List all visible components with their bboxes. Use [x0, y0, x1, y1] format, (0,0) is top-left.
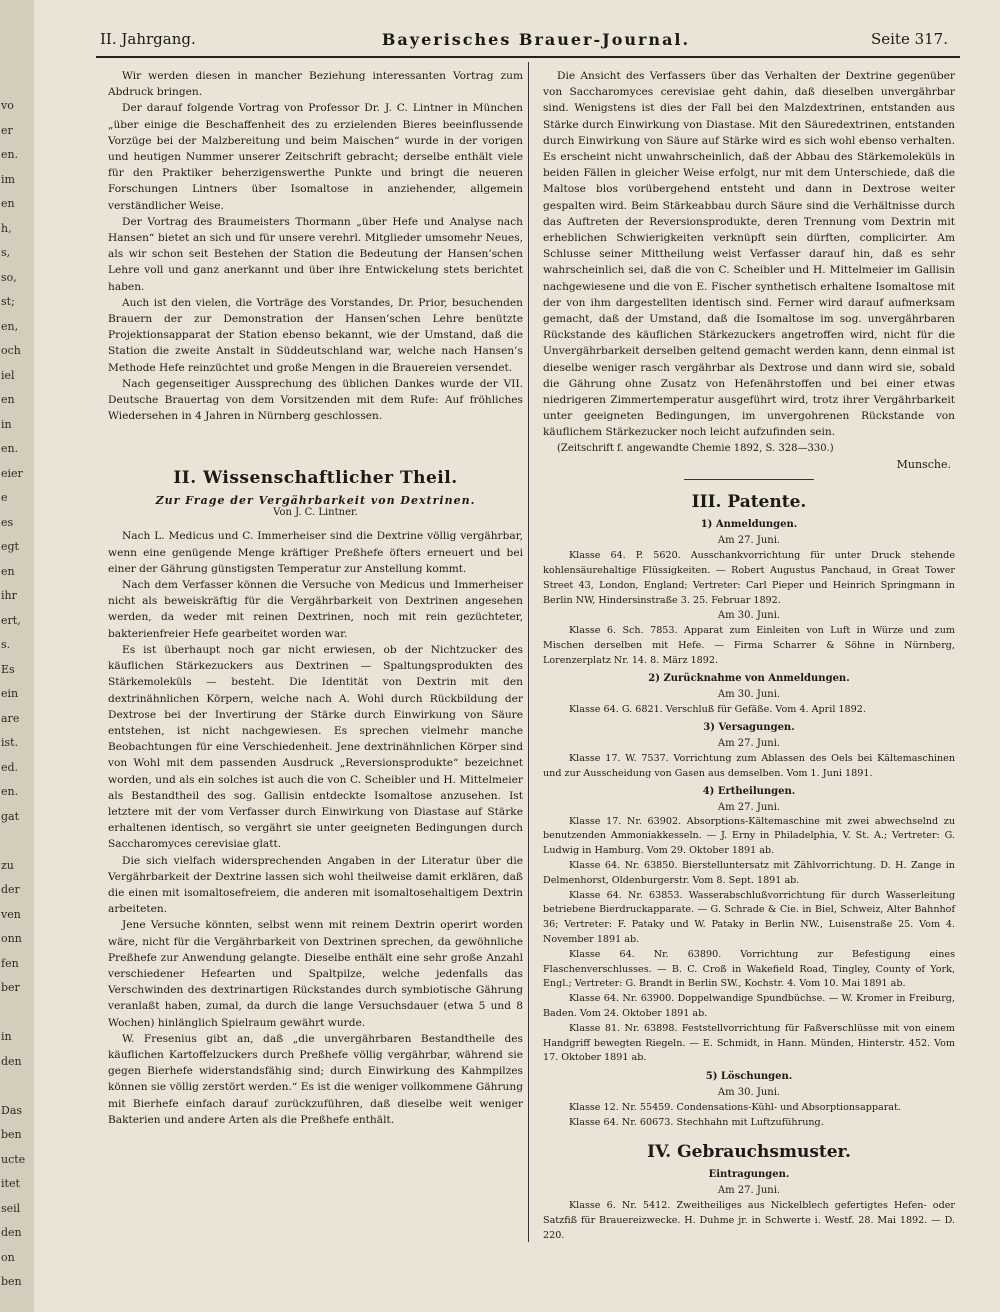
volume-label: II. Jahrgang.: [100, 30, 196, 48]
section-heading-scientific: II. Wissenschaftlicher Theil.: [173, 468, 458, 489]
facing-page-gutter: [0, 0, 34, 1312]
patent-entry: Klasse 64. Nr. 63890. Vorrichtung zur Befestigung eines Flaschenverschlusses. — B. C. Croß in Wakefield Road, Tingley, County of York, Engl.; Vertreter: G. Brandt in Berlin SW., Kochstr. 4. Vom 10. Mai 1891 ab.: [543, 948, 955, 990]
page-number: Seite 317.: [870, 30, 948, 48]
patent-entry: Klasse 64. P. 5620. Ausschankvorrichtung für unter Druck stehende kohlensäurehaltige Flüssigkeiten. — Robert Augustus Panchaud, in Great Tower Street 43, London, England; Vertreter: Carl Pieper und Heinrich Springmann in Berlin NW, Hindersinstraße 3. 25. Februar 1892.: [543, 549, 955, 606]
subsection-heading: 4) Ertheilungen.: [702, 785, 796, 797]
article-title: Zur Frage der Vergährbarkeit von Dextrinen.: [155, 494, 476, 508]
paragraph: Der darauf folgende Vortrag von Professor Dr. J. C. Lintner in München „über einige die Beschaffenheit des zu erzielenden Bieres beeinflussende Vorzüge bei der Malzbereitung und beim Maischen“ wurde in der vorigen und heutigen Nummer unserer Zeitschrift gebracht; derselbe enthält viele für den Praktiker beherzigenswerthe Punkte und bringt die neueren Forschungen Lintners über Isomaltose in anziehender, allgemein verständlicher Weise.: [108, 102, 523, 212]
subsection-heading: Eintragungen.: [708, 1169, 790, 1181]
patent-entry: Klasse 64. Nr. 63853. Wasserabschlußvorrichtung für durch Wasserleitung betriebene Bierdruckapparate. — G. Schrade & Cie. in Biel, Schweiz, Alter Bahnhof 36; Vertreter: F. Pataky und W. Pataky in Berlin NW., Luisenstraße 25. Vom 4. November 1891 ab.: [543, 889, 955, 946]
gutter-fragment: Das: [1, 1103, 23, 1117]
article-author: Von J. C. Lintner.: [273, 507, 358, 519]
paragraph: Die sich vielfach widersprechenden Angaben in der Literatur über die Vergährbarkeit der Dextrine lassen sich wohl theilweise damit erklären, daß die einen mit isomaltosefreiem, die anderen mit isomaltosehaltigem Dextrin arbeiteten.: [108, 854, 523, 916]
paragraph: Nach gegenseitiger Aussprechung des üblichen Dankes wurde der VII. Deutsche Brauertag von dem Vorsitzenden mit dem Rufe: Auf fröhliches Wiedersehen in 4 Jahren in Nürnberg geschlossen.: [108, 377, 523, 423]
entry-date: Am 27. Juni.: [717, 1185, 781, 1197]
gutter-fragment: der: [1, 883, 20, 896]
gutter-fragment: ert,: [1, 613, 21, 627]
gutter-fragment: ven: [1, 907, 21, 921]
gutter-fragment: en.: [1, 148, 19, 161]
source-citation: (Zeitschrift f. angewandte Chemie 1892, S. 328—330.): [557, 442, 834, 454]
gutter-fragment: seil: [1, 1201, 21, 1215]
patent-entry: Klasse 64. Nr. 60673. Stechhahn mit Luftzuführung.: [569, 1117, 824, 1129]
gutter-fragment: er: [1, 123, 13, 137]
entry-date: Am 30. Juni.: [717, 609, 781, 621]
section-rule: [684, 479, 814, 480]
gutter-fragment: vo: [1, 99, 14, 112]
gutter-fragment: ucte: [1, 1152, 26, 1166]
gutter-fragment: itet: [1, 1177, 20, 1190]
gutter-fragment: eier: [1, 466, 23, 480]
journal-title: Bayerisches Brauer-Journal.: [381, 30, 691, 49]
gutter-fragment: ihr: [1, 589, 17, 602]
gutter-fragment: en: [1, 197, 15, 210]
gutter-fragment: egt: [1, 540, 19, 553]
gutter-fragment: st;: [1, 295, 15, 308]
gutter-fragment: e: [1, 491, 8, 504]
gutter-fragment: ben: [1, 1275, 22, 1288]
patent-entry: Klasse 17. Nr. 63902. Absorptions-Kältemaschine mit zwei abwechselnd zu benutzenden Ammoniakkesseln. — J. Erny in Philadelphia, V. St. A.; Vertreter: G. Ludwig in Hamburg. Vom 29. Oktober 1891 ab.: [543, 815, 955, 857]
gutter-fragment: en.: [1, 442, 19, 455]
gutter-fragment: en: [1, 564, 15, 578]
gutter-fragment: s.: [1, 638, 11, 651]
gutter-fragment: en,: [1, 319, 19, 333]
gutter-fragment: iel: [1, 368, 15, 382]
gutter-fragment: h,: [1, 221, 12, 235]
gutter-fragment: s,: [1, 246, 11, 259]
patent-entry: Klasse 6. Nr. 5412. Zweitheiliges aus Nickelblech gefertigtes Hefen- oder Satzfiß für Brauereizwecke. H. Duhme jr. in Schwerte i. Westf. 28. Mai 1892. — D. 220.: [543, 1200, 955, 1242]
paragraph: Wir werden diesen in mancher Beziehung interessanten Vortrag zum Abdruck bringen.: [108, 70, 523, 99]
column-divider: [528, 62, 529, 1242]
right-column: [543, 68, 955, 1243]
subsection-heading: 2) Zurücknahme von Anmeldungen.: [648, 672, 850, 684]
gutter-fragment: so,: [1, 270, 17, 284]
newspaper-page: [86, 20, 966, 1300]
author-signature: Munsche.: [896, 457, 951, 471]
entry-date: Am 27. Juni.: [717, 801, 781, 813]
patent-entry: Klasse 64. Nr. 63850. Bierstelluntersatz mit Zählvorrichtung. D. H. Zange in Delmenhorst, Oldenburgerstr. Vom 8. Sept. 1891 ab.: [543, 860, 955, 886]
entry-date: Am 30. Juni.: [717, 688, 781, 700]
entry-date: Am 27. Juni.: [717, 534, 781, 546]
gutter-fragment: on: [1, 1250, 15, 1264]
gutter-fragment: gat: [1, 809, 20, 823]
paragraph: Nach L. Medicus und C. Immerheiser sind die Dextrine völlig vergährbar, wenn eine genügende Menge kräftiger Preßhefe öfters erneuert und bei einer der Gährung günstigsten Temperatur zur Anstellung kommt.: [108, 530, 523, 575]
left-column: [108, 68, 523, 1128]
patent-entry: Klasse 17. W. 7537. Vorrichtung zum Ablassen des Oels bei Kältemaschinen und zur Ausscheidung von Gasen aus demselben. Vom 1. Juni 1891.: [543, 752, 955, 779]
subsection-heading: 1) Anmeldungen.: [700, 518, 798, 530]
patent-entry: Klasse 64. Nr. 63900. Doppelwandige Spundbüchse. — W. Kromer in Freiburg, Baden. Vom 24. Oktober 1891 ab.: [543, 993, 955, 1020]
gutter-fragment: are: [1, 711, 20, 725]
paragraph: Die Ansicht des Verfassers über das Verhalten der Dextrine gegenüber von Saccharomyces cerevisiae geht dahin, daß dieselben unvergährbar sind. Wenigstens ist dies der Fall bei den Malzdextrinen, entstanden aus Stärke durch Einwirkung von Diastase. Mit den Säuredextrinen, entstanden durch Einwirkung von Säure auf Stärke wird es sich wohl ebenso verhalten. Es erscheint nicht unwahrscheinlich, daß der Abbau des Stärkemoleküls in beiden Fällen in gleicher Weise erfolgt, nur mit dem Unterschiede, daß die Maltose blos vorübergehend entsteht und dann in Dextrose weiter gespalten wird. Beim Stärkeabbau durch Säure sind die Verhältnisse durch das Auftreten der Reversionsprodukte, deren Trennung vom Dextrin mit erheblichen Schwierigkeiten verknüpft sein dürften, complicirter. Am Schlusse seiner Mittheilung weist Verfasser darauf hin, daß es sehr wahrscheinlich sei, daß die von C. Scheibler und H. Mittelmeier im Gallisin nachgewiesene und die von E. Fischer synthetisch erhaltene Isomaltose mit der von ihm dargestellten identisch sind. Ferner wird darauf aufmerksam gemacht, daß der Umstand, daß die Isomaltose im sog. unvergährbaren Rückstande des käuflichen Stärkezuckers angetroffen wird, nicht für die Unvergährbarkeit derselben geltend gemacht werden kann, denn einmal ist dieselbe weniger rasch vergährbar als Dextrose und dann wird sie, sobald die Gährung ohne Zusatz von Hefenährstoffen und bei einer etwas niedrigeren Zimmertemperatur ausgeführt wird, trotz ihrer Vergährbarkeit unter geeigneten Bedingungen, im unvergohrenen Rückstande von käuflichem Stärkezucker noch leicht aufzufinden sein.: [543, 70, 955, 439]
entry-date: Am 27. Juni.: [717, 737, 781, 749]
gutter-fragment: es: [1, 515, 14, 529]
gutter-fragment: den: [1, 1226, 22, 1239]
paragraph: Auch ist den vielen, die Vorträge des Vorstandes, Dr. Prior, besuchenden Brauern der zur Demonstration der Hansen’schen Lehre benützte Projektionsapparat der Station ebenso bekannt, wie der Umstand, daß die Station die zweite Anstalt in Süddeutschland war, welche nach Hansen’s Methode Hefe reinzüchtet und große Mengen in die Brauereien versendet.: [108, 296, 523, 374]
patent-entry: Klasse 64. G. 6821. Verschluß für Gefäße. Vom 4. April 1892.: [569, 703, 866, 715]
paragraph: Nach dem Verfasser können die Versuche von Medicus und Immerheiser nicht als beweiskräftig für die Vergährbarkeit von Dextrinen angesehen werden, da weder mit reinen Dextrinen, noch mit rein gezüchteter, bakterienfreier Hefe gearbeitet worden war.: [108, 579, 523, 640]
gutter-fragment: im: [1, 172, 15, 186]
patent-entry: Klasse 12. Nr. 55459. Condensations-Kühl- und Absorptionsapparat.: [569, 1102, 901, 1114]
patent-entry: Klasse 6. Sch. 7853. Apparat zum Einleiten von Luft in Würze und zum Mischen derselben mit Hefe. — Firma Scharrer & Söhne in Nürnberg, Lorenzerplatz Nr. 14. 8. März 1892.: [543, 624, 955, 666]
paragraph: Jene Versuche könnten, selbst wenn mit reinem Dextrin operirt worden wäre, nicht für die Vergährbarkeit von Dextrinen sprechen, da gewöhnliche Preßhefe zur Anwendung gelangte. Dieselbe enthält eine sehr große Anzahl verschiedener Hefearten und Spaltpilze, welche jedenfalls das Verschwinden des dextrinartigen Rückstandes durch symbiotische Gährung veranlaßt haben, zumal, da durch die lange Versuchsdauer (etwa 5 und 8 Wochen) hinlänglich Spielraum gewährt wurde.: [108, 919, 523, 1029]
gutter-fragment: ben: [1, 1128, 22, 1141]
gutter-fragment: en.: [1, 785, 19, 798]
gutter-fragment: in: [1, 1030, 12, 1043]
gutter-fragment: och: [1, 344, 21, 357]
paragraph: W. Fresenius gibt an, daß „die unvergährbaren Bestandtheile des käuflichen Kartoffelzuckers durch Preßhefe völlig vergährbar, während sie gegen Bierhefe widerstandsfähig sind; durch Einwirkung des Kahmpilzes können sie völlig zerstört werden.“ Es ist die weniger vollkommene Gährung mit Bierhefe einfach darauf zurückzuführen, daß dieselbe weit weniger Bakterien und andere Arten als die Preßhefe enthält.: [108, 1032, 523, 1126]
gutter-fragment: fen: [1, 956, 19, 970]
section-heading-utility-models: IV. Gebrauchsmuster.: [647, 1142, 851, 1163]
section-heading-patents: III. Patente.: [691, 491, 807, 512]
gutter-fragment: ber: [1, 981, 20, 994]
gutter-fragment: ist.: [1, 736, 19, 749]
entry-date: Am 30. Juni.: [717, 1087, 781, 1099]
gutter-fragment: zu: [1, 858, 14, 872]
gutter-fragment: Es: [1, 662, 15, 676]
gutter-fragment: den: [1, 1054, 22, 1068]
paragraph: Es ist überhaupt noch gar nicht erwiesen, ob der Nichtzucker des käuflichen Stärkezuckers aus Dextrinen — Spaltungsprodukten des Stärkemoleküls — besteht. Die Identität von Dextrin mit den dextrinähnlichen Körpern, welche nach A. Wohl durch Rückbildung der Dextrose bei der Invertirung der Stärke durch Einwirkung von Säure entstehen, ist nicht nachgewiesen. Es sprechen vielmehr manche Beobachtungen für eine Verschiedenheit. Jene dextrinähnlichen Körper sind von Wohl mit dem passenden Ausdruck „Reversionsprodukte“ bezeichnet worden, und als ein solches ist auch die von C. Scheibler und H. Mittelmeier als Bestandtheil des sog. Gallisin entdeckte Isomaltose anzusehen. Ist letztere mit der vom Verfasser durch Einwirkung von Diastase auf Stärke erhaltenen identisch, so vergährt sie unter geeigneten Bedingungen durch Saccharomyces cerevisiae glatt.: [108, 643, 523, 851]
patent-entry: Klasse 81. Nr. 63898. Feststellvorrichtung für Faßverschlüsse mit von einem Handgriff bewegten Riegeln. — E. Schmidt, in Hann. Münden, Hinterstr. 452. Vom 17. Oktober 1891 ab.: [543, 1022, 955, 1064]
gutter-fragment: onn: [1, 932, 22, 945]
gutter-fragment: ed.: [1, 760, 19, 774]
gutter-fragment: in: [1, 417, 12, 431]
gutter-fragment: en: [1, 393, 15, 406]
subsection-heading: 3) Versagungen.: [703, 721, 795, 733]
paragraph: Der Vortrag des Braumeisters Thormann „über Hefe und Analyse nach Hansen“ bietet an sich und für unsere verehrl. Mitglieder umsomehr Neues, als wir schon seit Bestehen der Station die Bedeutung der Hansen’schen Lehre voll und ganz anerkannt und über ihre Entwickelung stets berichtet haben.: [108, 215, 523, 293]
header-rule: [96, 56, 960, 58]
gutter-fragment: ein: [1, 687, 19, 700]
subsection-heading: 5) Löschungen.: [705, 1071, 793, 1083]
